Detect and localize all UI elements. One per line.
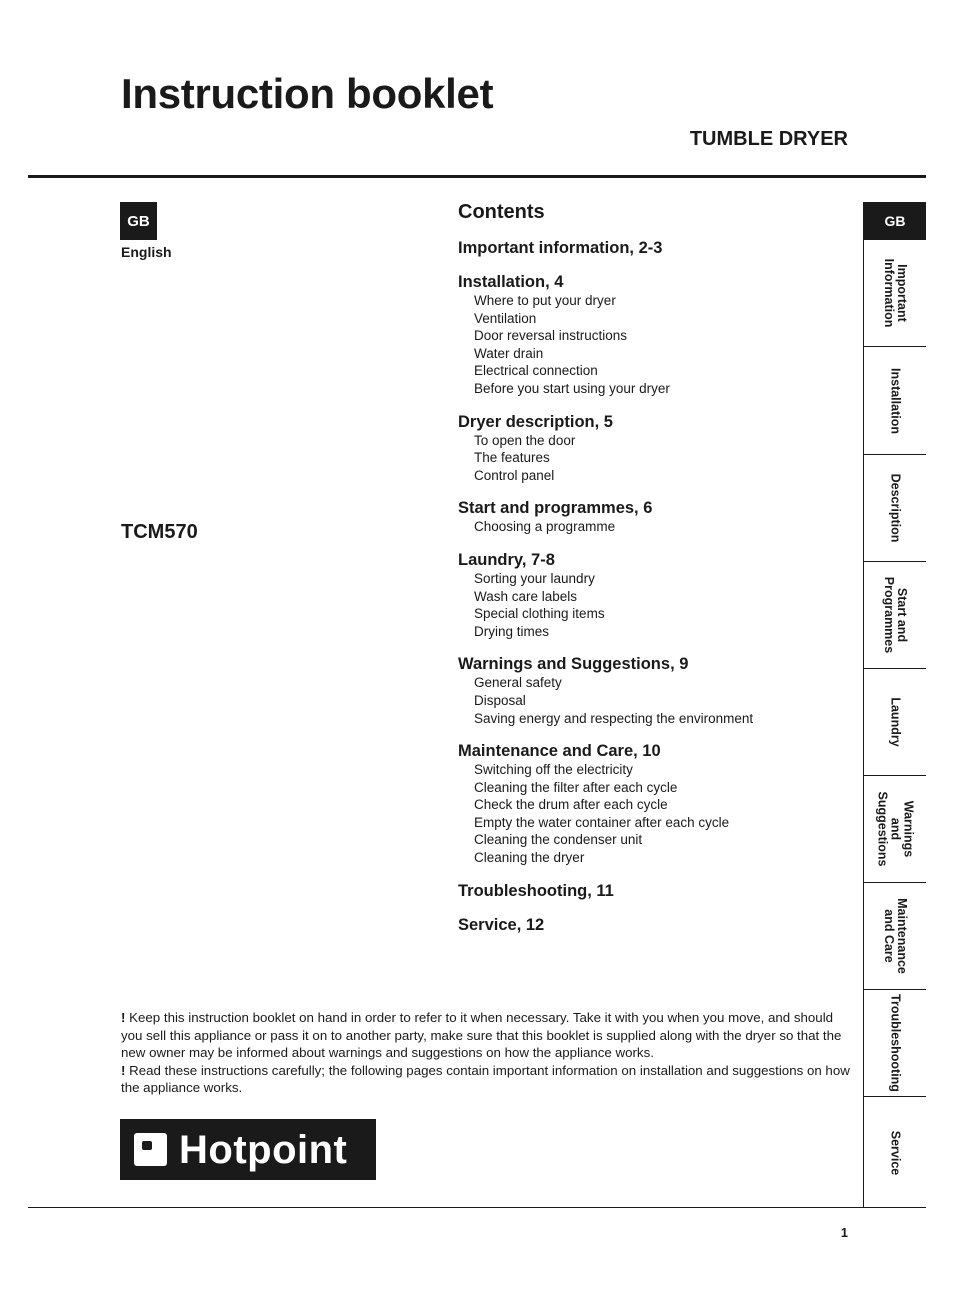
- contents-section: [458, 238, 858, 258]
- contents-section: [458, 654, 858, 727]
- contents-section-title: Troubleshooting, 11: [458, 881, 614, 900]
- booklet-title: Instruction booklet: [121, 70, 494, 117]
- sidebar-tab: [864, 669, 926, 776]
- sidebar-tab-label: Installation: [888, 367, 903, 434]
- usage-note-text: Keep this instruction booklet on hand in order to refer to it when necessary. Take it with you when you move, and should you sell this appliance or pass it on to another party, make sure that this booklet is supplied along with the dryer so that the new owner may be informed about warnings and suggestions on how the appliance works.: [121, 1010, 842, 1060]
- contents-subitem: Check the drum after each cycle: [474, 797, 668, 813]
- hotpoint-logo: [120, 1119, 376, 1180]
- contents-subitem: Water drain: [474, 345, 544, 361]
- product-subtitle: TUMBLE DRYER: [689, 128, 848, 150]
- sidebar-tab: [864, 883, 926, 990]
- sidebar-tab: [864, 1097, 926, 1208]
- sidebar-tab-label: Troubleshooting: [888, 994, 903, 1092]
- contents-subitem: Saving energy and respecting the environment: [474, 710, 754, 726]
- contents-section-title: Dryer description, 5: [458, 412, 613, 431]
- contents-section: [458, 498, 858, 536]
- sidebar-tab-label: Service: [888, 1130, 903, 1175]
- contents-subitem: Cleaning the dryer: [474, 850, 585, 866]
- usage-notes: [121, 1009, 856, 1097]
- hotpoint-logo-text: Hotpoint: [179, 1127, 348, 1172]
- model-number: TCM570: [121, 521, 198, 543]
- contents-section: [458, 915, 858, 935]
- section-sidebar: [863, 202, 926, 1208]
- table-of-contents: [458, 201, 858, 949]
- contents-subitem: Switching off the electricity: [474, 762, 633, 778]
- hotpoint-logo-icon: [134, 1133, 167, 1166]
- contents-subitem: Electrical connection: [474, 363, 598, 379]
- warning-mark-icon: !: [121, 1010, 126, 1025]
- page-number: 1: [840, 1225, 848, 1240]
- contents-subitem: Disposal: [474, 692, 526, 708]
- contents-section-title: Service, 12: [458, 915, 545, 934]
- usage-note: [121, 1062, 856, 1097]
- contents-subitem: Door reversal instructions: [474, 328, 628, 344]
- contents-subitem: General safety: [474, 675, 562, 691]
- contents-subitem: To open the door: [474, 432, 576, 448]
- contents-section-title: Installation, 4: [458, 273, 564, 291]
- bottom-rule: [28, 1207, 926, 1208]
- contents-section-title: Laundry, 7-8: [458, 550, 555, 569]
- language-label: English: [121, 244, 172, 260]
- contents-section: [458, 741, 858, 867]
- contents-subitem: Where to put your dryer: [474, 293, 616, 308]
- contents-subitem: Cleaning the filter after each cycle: [474, 779, 678, 795]
- sidebar-tab-label: Maintenance and Care: [882, 898, 909, 974]
- top-rule: [28, 175, 926, 178]
- contents-subitem: Control panel: [474, 467, 555, 483]
- sidebar-tab-label: Start and Programmes: [882, 576, 909, 654]
- contents-subitem: Before you start using your dryer: [474, 380, 670, 396]
- contents-section-title: Start and programmes, 6: [458, 499, 653, 518]
- language-badge: GB: [120, 202, 157, 240]
- contents-title: Contents: [458, 201, 545, 223]
- sidebar-tab-label: Description: [888, 473, 903, 543]
- contents-section-title: Warnings and Suggestions, 9: [458, 655, 689, 674]
- contents-section-title: Maintenance and Care, 10: [458, 742, 661, 761]
- contents-subitem: Special clothing items: [474, 606, 605, 622]
- sidebar-tab: [864, 776, 926, 883]
- warning-mark-icon: !: [121, 1062, 126, 1078]
- sidebar-tab: [864, 455, 926, 562]
- usage-note: [121, 1009, 856, 1062]
- contents-subitem: The features: [474, 450, 550, 466]
- contents-section: [458, 881, 858, 901]
- sidebar-tab-label: Important Information: [882, 258, 909, 328]
- usage-note-text: Read these instructions carefully; the following pages contain important information on installation and suggestions on how the appliance works.: [121, 1062, 850, 1095]
- sidebar-tab: [864, 562, 926, 669]
- contents-section: [458, 272, 858, 398]
- sidebar-tab-label: Warnings and Suggestions: [875, 791, 916, 867]
- contents-section-title: Important information, 2-3: [458, 239, 663, 257]
- contents-subitem: Sorting your laundry: [474, 570, 595, 586]
- sidebar-active-language: GB: [864, 202, 926, 240]
- contents-subitem: Cleaning the condenser unit: [474, 832, 643, 848]
- sidebar-tab: [864, 240, 926, 347]
- contents-section: [458, 412, 858, 485]
- sidebar-tab: [864, 990, 926, 1097]
- contents-subitem: Drying times: [474, 623, 550, 639]
- contents-subitem: Choosing a programme: [474, 519, 616, 535]
- contents-subitem: Wash care labels: [474, 588, 578, 604]
- contents-section: [458, 550, 858, 640]
- contents-subitem: Empty the water container after each cycle: [474, 814, 730, 830]
- sidebar-tab-label: Laundry: [888, 697, 903, 747]
- sidebar-tab: [864, 347, 926, 455]
- contents-subitem: Ventilation: [474, 310, 537, 326]
